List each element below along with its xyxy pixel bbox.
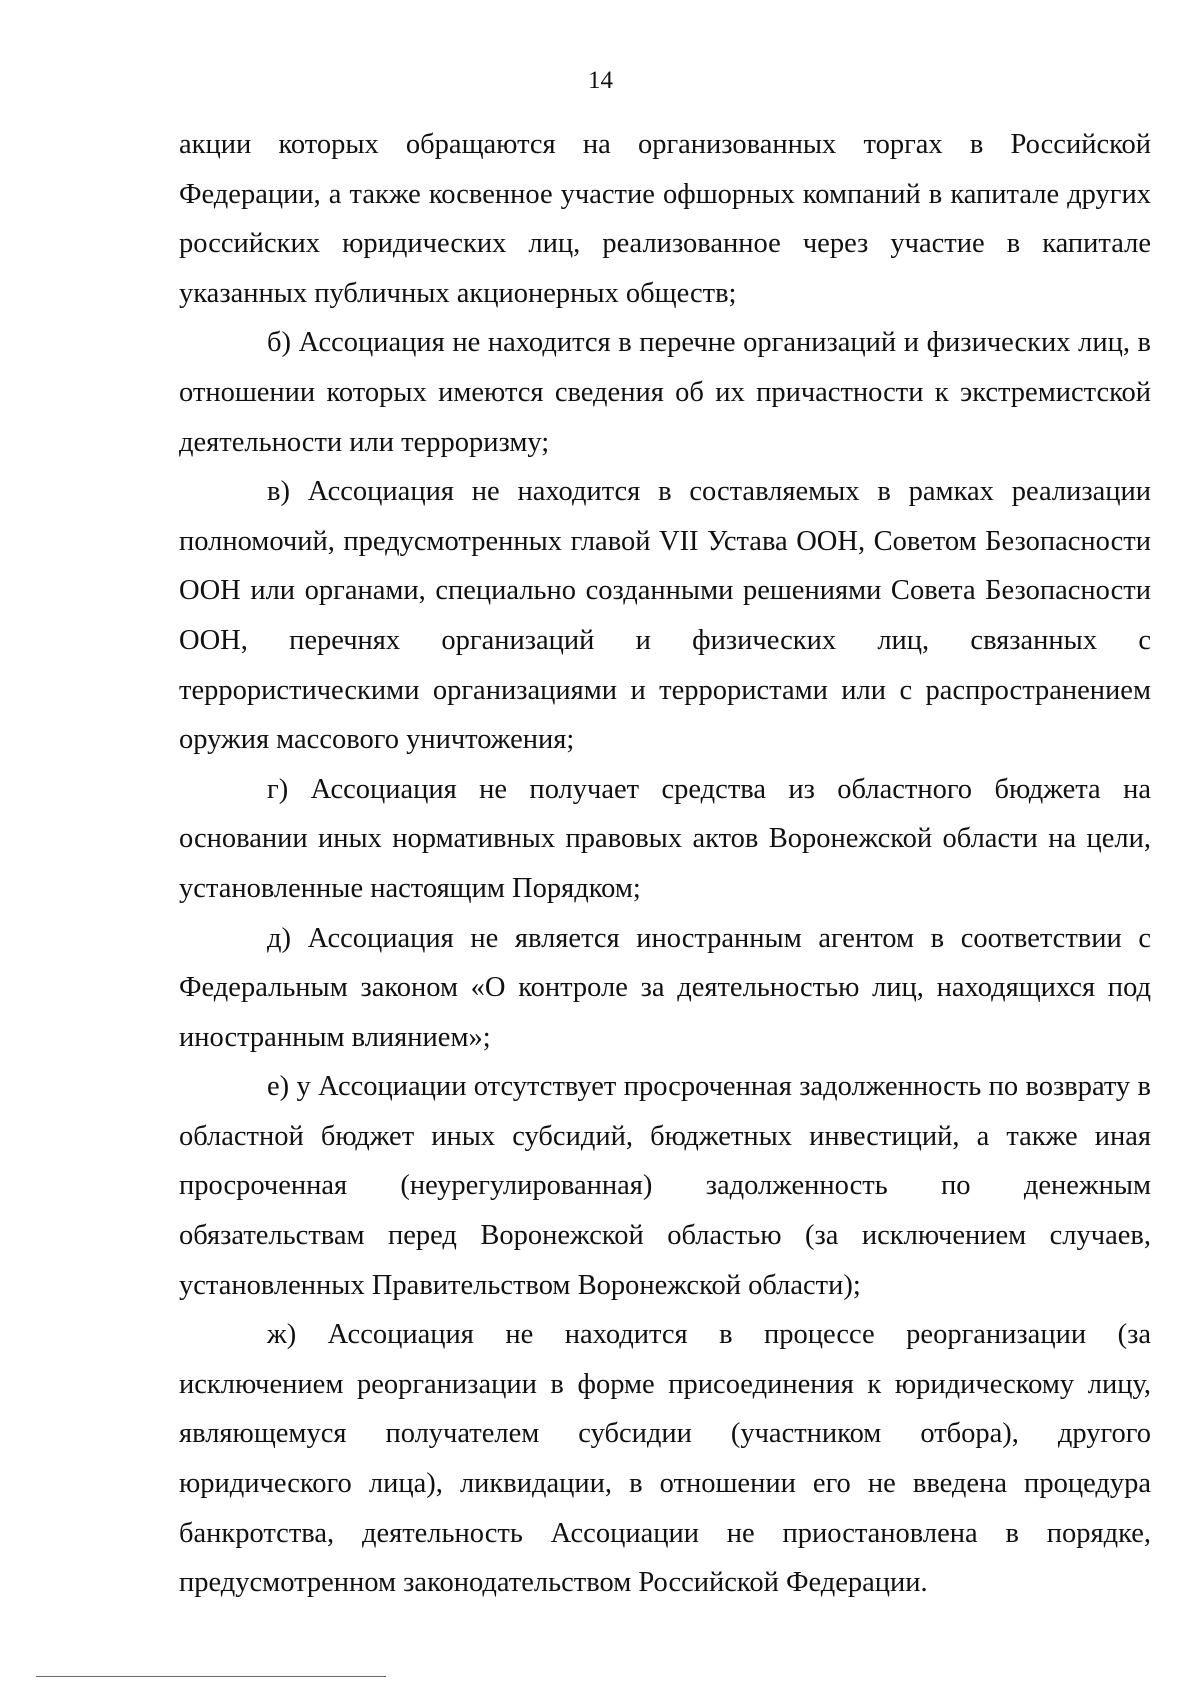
paragraph-item-e: е) у Ассоциации отсутствует просроченная задолженность по возврату в областной бюджет иных субсидий, бюджетных инвестиций, а также иная просроченная (неурегулированная) задолженность по денежным обязательствам перед Воронежской областью (за исключением случаев, установленных Правительством Воронежской области); <box>179 1071 1151 1301</box>
paragraph-item-v: в) Ассоциация не находится в составляемых в рамках реализации полномочий, предусмотренных главой VII Устава ООН, Советом Безопасности ООН или органами, специально созданными решениями Совета Безопасности ООН, перечнях организаций и физических лиц, связанных с террористическими организациями и террористами или с распространением оружия массового уничтожения; <box>179 476 1151 756</box>
paragraph-item-zh: ж) Ассоциация не находится в процессе реорганизации (за исключением реорганизации в форме присоединения к юридическому лицу, являющемуся получателем субсидии (участником отбора), другого юридического лица), ликвидации, в отношении его не введена процедура банкротства, деятельность Ассоциации не приостановлена в порядке, предусмотренном законодательством Российской Федерации. <box>179 1319 1151 1599</box>
paragraph-item-d: д) Ассоциация не является иностранным агентом в соответствии с Федеральным законом «О контроле за деятельностью лиц, находящихся под иностранным влиянием»; <box>179 922 1151 1053</box>
page-number: 14 <box>588 67 613 94</box>
document-body <box>179 120 1151 1608</box>
paragraph-continuation: акции которых обращаются на организованных торгах в Российской Федерации, а также косвенное участие офшорных компаний в капитале других российских юридических лиц, реализованное через участие в капитале указанных публичных акционерных обществ; <box>179 129 1151 309</box>
paragraph-item-g: г) Ассоциация не получает средства из областного бюджета на основании иных нормативных правовых актов Воронежской области на цели, установленные настоящим Порядком; <box>179 773 1151 904</box>
paragraph-item-b: б) Ассоциация не находится в перечне организаций и физических лиц, в отношении которых имеются сведения об их причастности к экстремистской деятельности или терроризму; <box>179 327 1151 458</box>
footer-divider <box>36 1676 386 1677</box>
